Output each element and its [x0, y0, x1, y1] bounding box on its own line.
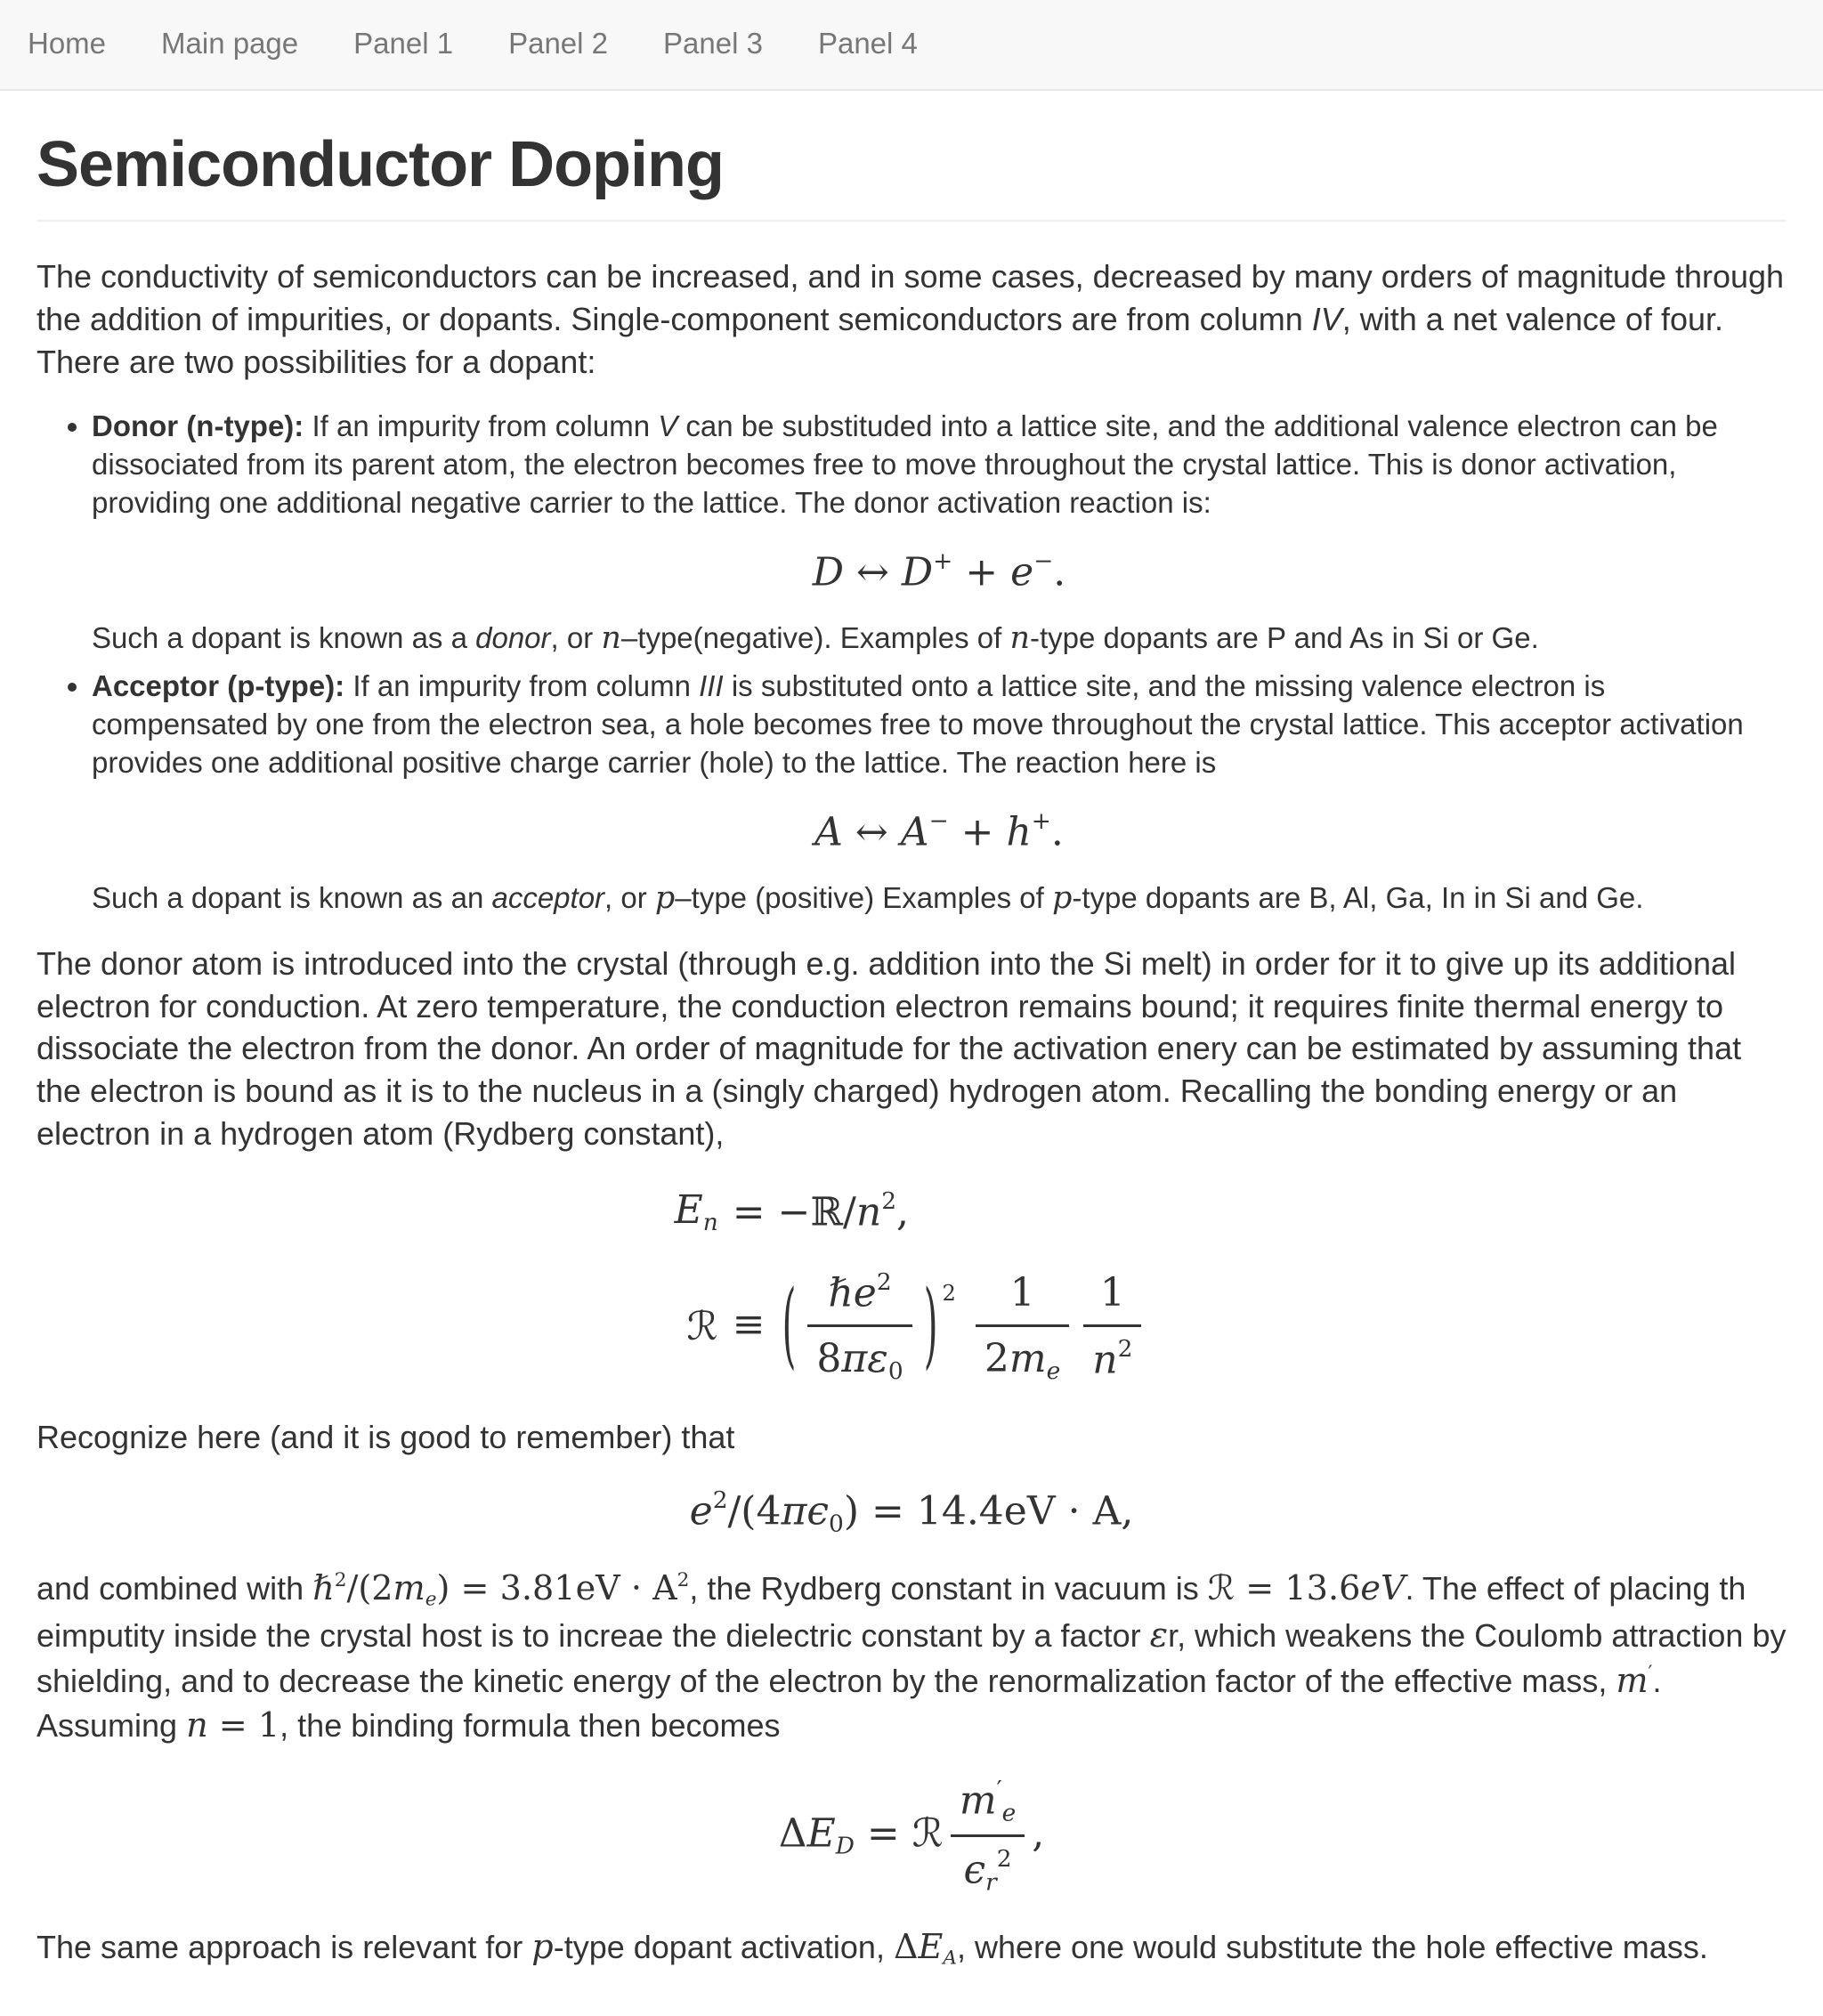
coulomb-constant-equation: $e^2/(4\pi\epsilon 0) = 14.4eV \cdot A$,	[689, 1486, 1134, 1538]
nav-item-main-page[interactable]: Main page	[161, 27, 299, 60]
rydberg-eq-row1-rhs: = $-ℝ/n^2$,	[732, 1186, 909, 1235]
rydberg-eq-row1-lhs: En	[674, 1187, 718, 1236]
donor-examples: Such a dopant is known as a donor, or n–type(negative). Examples of n-type dopants are P and As in Si or Ge.	[92, 619, 1539, 656]
binding-energy-equation: ΔED = ℛ $\frac{m'e}{\epsilon r^2}$ ,	[778, 1776, 1045, 1897]
nav-item-panel-2[interactable]: Panel 2	[508, 27, 609, 60]
rydberg-eq-row2-rhs: ≡ ( $\frac{\hbar e^2}{8\pi\varepsilon 0}$ ) $^2$ $\frac{1}{2me}$ $\frac{1}{n^2}$	[733, 1267, 1149, 1386]
acceptor-description: Acceptor (p-type): If an impurity from column III is substituted onto a lattice site, and the missing valence electron is compensated by one from the electron sea, a hole becomes free to move throughout the crystal lattice. This acceptor activation provides one additional positive charge carrier (hole) to the lattice. The reaction here is	[92, 668, 1744, 780]
recognize-paragraph: Recognize here (and it is good to remember) that	[36, 1419, 735, 1456]
page-header	[36, 130, 1787, 222]
intro-paragraph: The conductivity of semiconductors can be increased, and in some cases, decreased by many orders of magnitude through the addition of impurities, or dopants. Single-component semiconductors are from column IV, with a net valence of four. There are two possibilities for a dopant:	[36, 258, 1785, 380]
page-title: Semiconductor Doping	[36, 129, 724, 200]
acceptor-examples: Such a dopant is known as an acceptor, or p–type (positive) Examples of p-type dopants are B, Al, Ga, In in Si and Ge.	[92, 879, 1644, 916]
closing-paragraph: The same approach is relevant for p-type dopant activation, ΔEA, where one would substitute the hole effective mass.	[36, 1926, 1708, 1970]
rydberg-constant-paragraph: and combined with ℏ$^2$/(2me) = $3.81eV \cdot A^2$, the Rydberg constant in vacuum is ℛ = 13.6eV. The effect of placing th eimputity inside the crystal host is to increae the dielectric constant by a factor εr, which weakens the Coulomb attraction by shielding, and to decrease the kinetic energy of the electron by the renormalization factor of the effective mass, m′. Assuming n = 1, the binding formula then becomes	[36, 1567, 1787, 1745]
nav-list	[0, 0, 1823, 87]
donor-reaction-equation: D ↔ D+ + e−.	[812, 547, 1066, 595]
donor-activation-paragraph: The donor atom is introduced into the crystal (through e.g. addition into the Si melt) in order for it to give up its additional electron for conduction. At zero temperature, the conduction electron remains bound; it requires finite thermal energy to dissociate the electron from the donor. An order of magnitude for the activation enery can be estimated by assuming that the electron is bound as it is to the nucleus in a (singly charged) hydrogen atom. Recalling the bonding energy or an electron in a hydrogen atom (Rydberg constant),	[36, 944, 1742, 1153]
article-content	[0, 130, 1823, 2016]
rydberg-equations	[36, 1186, 1787, 1386]
list-item-donor	[92, 407, 1787, 660]
rydberg-eq-row2-lhs: ℛ	[686, 1304, 718, 1350]
donor-description: Donor (n-type): If an impurity from column V can be substituded into a lattice site, and the additional valence electron can be dissociated from its parent atom, the electron becomes free to move throughout the crystal lattice. This is donor activation, providing one additional negative carrier to the lattice. The donor activation reaction is:	[92, 409, 1718, 520]
nav-item-panel-1[interactable]: Panel 1	[353, 27, 454, 60]
list-item-acceptor	[92, 667, 1787, 919]
dopant-list	[36, 407, 1787, 919]
nav-item-panel-4[interactable]: Panel 4	[817, 27, 918, 60]
nav-item-panel-3[interactable]: Panel 3	[663, 27, 763, 60]
navbar	[0, 0, 1823, 91]
nav-item-home[interactable]: Home	[28, 27, 107, 60]
acceptor-reaction-equation: A ↔ A− + h+.	[814, 807, 1064, 855]
